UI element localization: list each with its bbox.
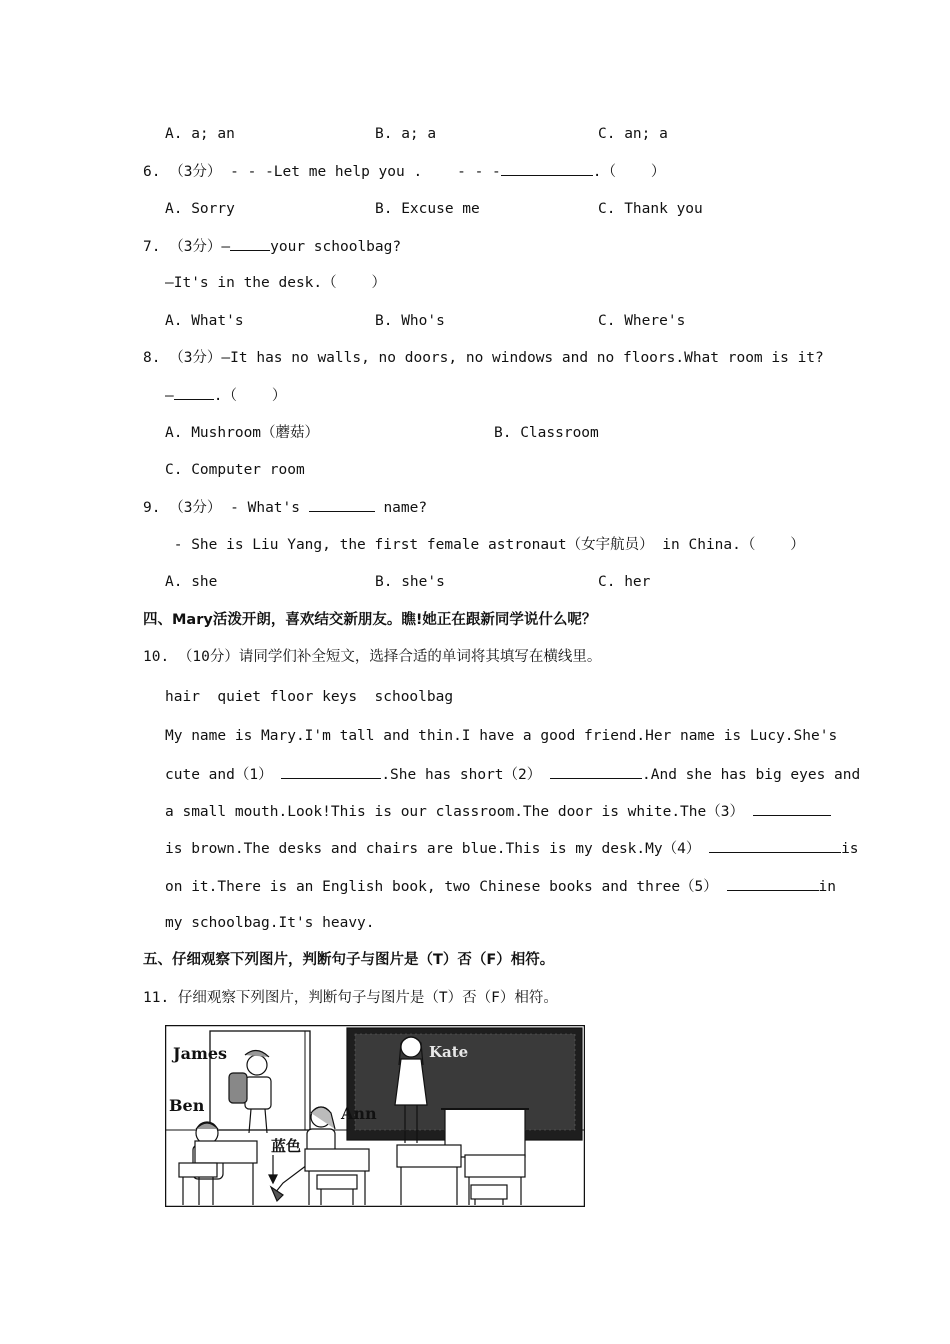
q5-option-b: B. a; a [375, 126, 437, 142]
q5-option-c: C. an; a [598, 126, 668, 142]
q10-blank-4 [709, 838, 841, 853]
q10-passage-line-4: is brown.The desks and chairs are blue.This is my desk.My（4） is [165, 838, 859, 859]
q9-option-a: A. she [165, 574, 218, 590]
q9-line2: - She is Liu Yang, the first female astronaut（女宇航员） in China.（ ） [165, 537, 805, 553]
q8-option-a: A. Mushroom（蘑菇） [165, 425, 320, 441]
q8-option-b: B. Classroom [494, 425, 599, 441]
q9-option-b: B. she's [375, 574, 445, 590]
q10-blank-2 [550, 764, 642, 779]
classroom-picture [165, 1025, 585, 1207]
q5-option-a: A. a; an [165, 126, 235, 142]
label-ben: Ben [169, 1096, 205, 1115]
q11-stem: 11. 仔细观察下列图片，判断句子与图片是（T）否（F）相符。 [143, 990, 558, 1006]
q10-word-bank: hair quiet floor keys schoolbag [165, 689, 454, 705]
q10-stem: 10. （10分）请同学们补全短文，选择合适的单词将其填写在横线里。 [143, 649, 602, 665]
q8-blank [174, 385, 214, 400]
q7-option-c: C. Where's [598, 313, 686, 329]
label-james: James [173, 1044, 228, 1063]
section-5-heading: 五、仔细观察下列图片，判断句子与图片是（T）否（F）相符。 [143, 952, 555, 968]
q9-blank [309, 497, 375, 512]
q6-option-b: B. Excuse me [375, 201, 480, 217]
label-kate: Kate [429, 1043, 469, 1061]
q10-passage-line-5: on it.There is an English book, two Chinese books and three（5） in [165, 876, 836, 897]
q7-option-a: A. What's [165, 313, 244, 329]
q10-blank-1 [281, 764, 381, 779]
q10-blank-3 [753, 801, 831, 816]
q6-stem: 6. （3分） - - -Let me help you . - - - .（ ） [143, 161, 665, 182]
section-4-heading: 四、Mary活泼开朗，喜欢结交新朋友。瞧!她正在跟新同学说什么呢？ [143, 612, 597, 628]
q8-stem: 8. （3分）—It has no walls, no doors, no windows and no floors.What room is it? [143, 350, 824, 366]
q8-option-c: C. Computer room [165, 462, 305, 478]
q10-passage-line-3: a small mouth.Look!This is our classroom.The door is white.The（3） [165, 801, 831, 822]
q7-stem: 7. （3分）— your schoolbag? [143, 236, 401, 257]
q10-passage-line-1: My name is Mary.I'm tall and thin.I have a good friend.Her name is Lucy.She's [165, 728, 838, 744]
q10-passage-line-6: my schoolbag.It's heavy. [165, 915, 375, 931]
q10-passage-line-2: cute and（1） .She has short（2） .And she has big eyes and [165, 764, 860, 785]
q9-stem: 9. （3分） - What's name? [143, 497, 427, 518]
q7-line2: —It's in the desk.（ ） [165, 275, 387, 291]
label-blue: 蓝色 [271, 1137, 302, 1155]
q6-option-c: C. Thank you [598, 201, 703, 217]
q6-blank [501, 161, 593, 176]
q10-blank-5 [727, 876, 819, 891]
q7-blank [230, 236, 270, 251]
q6-option-a: A. Sorry [165, 201, 235, 217]
q9-option-c: C. her [598, 574, 651, 590]
label-ann: Ann [341, 1104, 377, 1123]
q7-option-b: B. Who's [375, 313, 445, 329]
q8-line2: — .（ ） [165, 385, 286, 406]
